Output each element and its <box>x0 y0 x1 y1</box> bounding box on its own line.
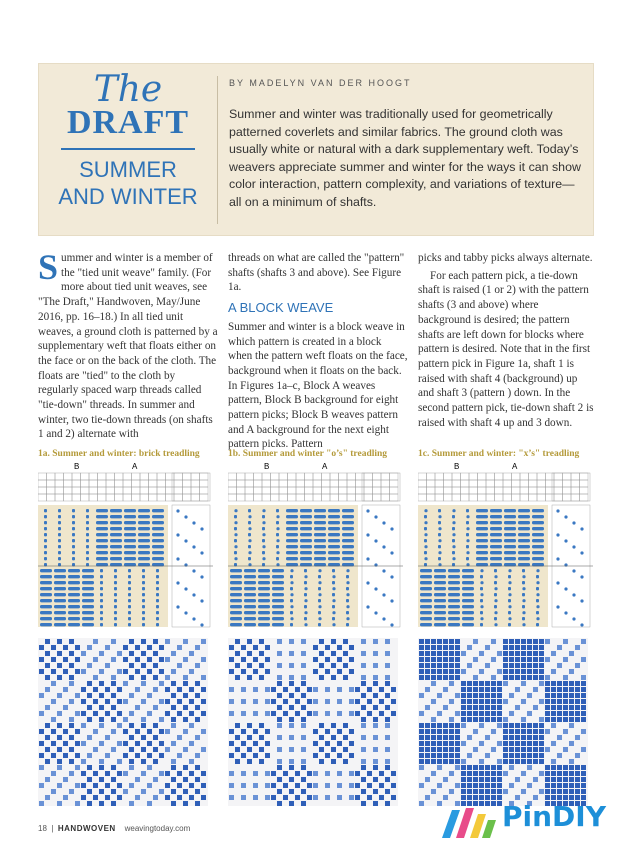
dropcap: S <box>38 247 59 287</box>
woven-cloth-photo <box>418 638 588 806</box>
title-block <box>39 64 217 235</box>
svg-text:A: A <box>322 463 328 471</box>
section-heading: A BLOCK WEAVE <box>228 300 334 316</box>
figure-1a <box>38 449 218 471</box>
col1-paragraph: ummer and winter is a member of the "tied unit weave" family. (For more about tied unit weaves, see "The Draft," Handwoven, May/June 2016, pp. 16–18.) In all tied unit weaves, a ground cloth is patterned by a supplementary weft that floats either on the face or on the back of the cloth. The floats are "tied" to the cloth by regularly spaced warp threads called "tie-down" threads. In summer and winter, two tie-down threads (on shafts 1 and 2) alternate with <box>38 252 218 441</box>
pindiy-logo <box>430 798 620 842</box>
page-footer: 18 | HANDWOVEN weavingtoday.com <box>38 824 191 833</box>
column-1 <box>38 247 218 445</box>
title-banner <box>38 63 594 236</box>
intro-paragraph: Summer and winter was traditionally used for geometrically patterned coverlets and similar fabrics. The ground cloth was usually white or natural with a dark supplementary weft. Today’s weavers appreciate summer and winter for the ways it can show color interaction, pattern complexity, and variations of texture—all on a minimum of shafts. <box>229 107 581 209</box>
svg-text:A: A <box>132 463 138 471</box>
pindiy-logo-icon <box>430 798 500 842</box>
figure-caption: 1b. Summer and winter "o’s" treadling <box>228 449 388 459</box>
figure-1c <box>418 449 598 471</box>
figure-caption: 1a. Summer and winter: brick treadling <box>38 449 200 459</box>
column-2 <box>228 251 408 455</box>
col3-paragraph-1: picks and tabby picks always alternate. <box>418 252 593 264</box>
svg-text:B: B <box>454 463 460 471</box>
byline: BY MADELYN VAN DER HOOGT <box>229 78 412 88</box>
svg-text:B: B <box>264 463 270 471</box>
figure-caption: 1c. Summer and winter: "x’s" treadling <box>418 449 580 459</box>
col2-paragraph-2: Summer and winter is a block weave in which pattern is created in a block when the pattern weft floats on the face, background when it floats on the back. In Figures 1a–c, Block A weaves pattern, Block B background for eight pattern picks; Block B weaves pattern and A background for the next eight pattern picks. Pattern <box>228 320 408 451</box>
svg-text:B: B <box>74 463 80 471</box>
subtitle-line1: SUMMER <box>79 157 177 182</box>
brand-name: PinDIY <box>502 800 606 833</box>
woven-cloth-photo <box>228 638 398 806</box>
page-number: 18 <box>38 824 47 833</box>
column-3 <box>418 251 594 433</box>
title-rule <box>61 148 195 150</box>
subtitle <box>39 156 217 210</box>
title-the: The <box>93 69 163 110</box>
title-draft: DRAFT <box>66 104 190 141</box>
draft-diagram <box>418 463 598 633</box>
col3-paragraph-2: For each pattern pick, a tie-down shaft is raised (1 or 2) with the pattern shafts (3 and above) where background is desired; the pattern shafts are left down for blocks where pattern is desired. Note that in the first pattern pick in Figure 1a, shaft 1 is raised with shaft 4 (background) up and shaft 3 (pattern ) down. In the second pattern pick, tie-down shaft 2 is raised with shaft 4 up and 3 down. <box>418 269 594 429</box>
draft-diagram <box>228 463 408 633</box>
svg-text:A: A <box>512 463 518 471</box>
col2-paragraph-1: threads on what are called the "pattern" shafts (shafts 3 and above). See Figure 1a. <box>228 252 405 294</box>
subtitle-line2: AND WINTER <box>58 184 198 209</box>
woven-cloth-photo <box>38 638 208 806</box>
website: weavingtoday.com <box>124 824 191 833</box>
draft-diagram <box>38 463 218 633</box>
magazine-name: HANDWOVEN <box>57 824 116 833</box>
divider <box>217 76 218 224</box>
figure-1b <box>228 449 408 471</box>
